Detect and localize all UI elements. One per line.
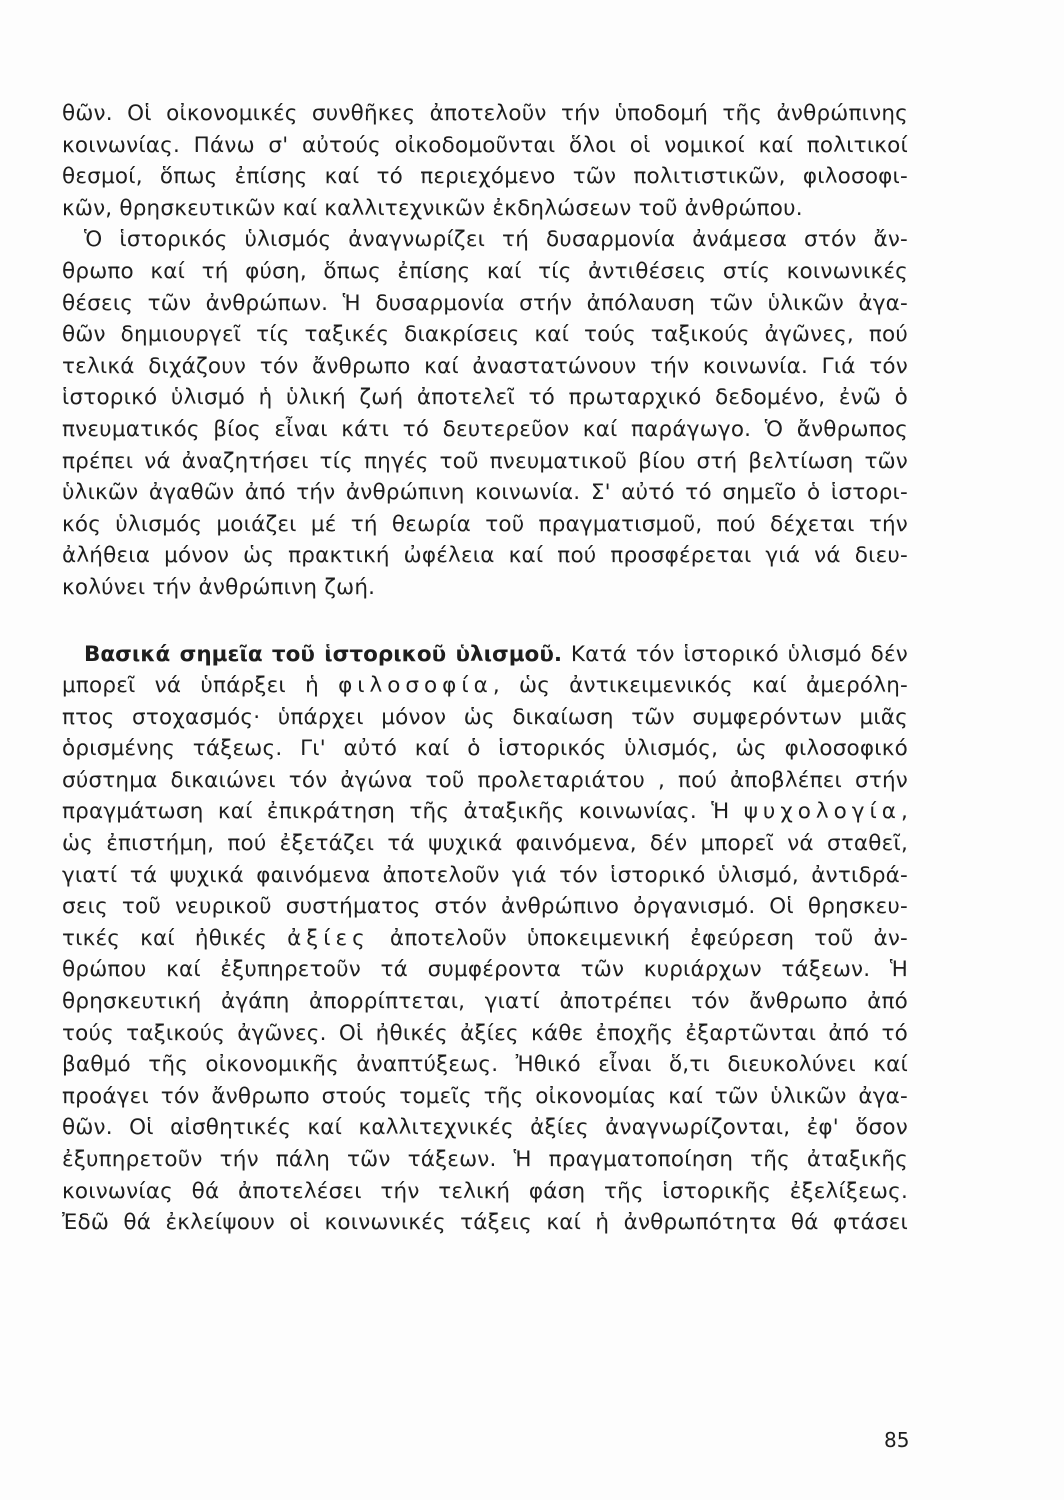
text-run: , ὡς ἀντικειμενικός καί ἀμερόλη- xyxy=(492,673,908,699)
text-line: ἀλήθεια μόνον ὡς πρακτική ὠφέλεια καί πού προσφέρεται γιά νά διευ- xyxy=(62,543,908,569)
text-line: θρησκευτική ἀγάπη ἀπορρίπτεται, γιατί ἀποτρέπει τόν ἄνθρωπο ἀπό xyxy=(62,989,908,1015)
section-first-line xyxy=(62,639,908,671)
text-column xyxy=(62,98,908,1239)
text-line: κός ὑλισμός μοιάζει μέ τή θεωρία τοῦ πραγματισμοῦ, πού δέχεται τήν xyxy=(62,511,908,537)
text-line: Ὁ ἱστορικός ὑλισμός ἀναγνωρίζει τή δυσαρμονία ἀνάμεσα στόν ἄν- xyxy=(84,227,908,253)
text-line xyxy=(62,923,908,955)
text-line: πνευματικός βίος εἶναι κάτι τό δευτερεῦον καί παράγωγο. Ὁ ἄνθρωπος xyxy=(62,416,908,442)
text-run: πραγμάτωση καί ἐπικράτηση τῆς ἀταξικῆς κοινωνίας. Ἡ xyxy=(62,799,744,825)
text-run: , xyxy=(900,799,908,825)
text-line: ἱστορικό ὑλισμό ἡ ὑλική ζωή ἀποτελεῖ τό πρωταρχικό δεδομένο, ἐνῶ ὁ xyxy=(62,385,908,411)
paragraph-2 xyxy=(62,224,908,603)
text-line: βαθμό τῆς οἰκονομικῆς ἀναπτύξεως. Ἠθικό εἶναι ὅ,τι διευκολύνει καί xyxy=(62,1052,908,1078)
text-line: θῶν. Οἱ αἰσθητικές καί καλλιτεχνικές ἀξίες ἀναγνωρίζονται, ἐφ' ὅσον xyxy=(62,1115,908,1141)
section-basic-points xyxy=(62,639,908,1239)
text-line xyxy=(62,670,908,702)
text-line: τελικά διχάζουν τόν ἄνθρωπο καί ἀναστατώνουν τήν κοινωνία. Γιά τόν xyxy=(62,353,908,379)
emphasized-term: φιλοσοφία xyxy=(338,673,493,699)
section-heading: Βασικά σημεῖα τοῦ ἱστορικοῦ ὑλισμοῦ. xyxy=(84,641,563,667)
text-line: πρέπει νά ἀναζητήσει τίς πηγές τοῦ πνευματικοῦ βίου στή βελτίωση τῶν xyxy=(62,448,908,474)
emphasized-term: ἀξίες xyxy=(287,925,370,951)
paragraph-1 xyxy=(62,98,908,224)
text-run: τικές καί ἠθικές xyxy=(62,925,288,951)
text-line: κολύνει τήν ἀνθρώπινη ζωή. xyxy=(62,574,376,600)
text-line xyxy=(62,796,908,828)
text-line: θέσεις τῶν ἀνθρώπων. Ἡ δυσαρμονία στήν ἀπόλαυση τῶν ὑλικῶν ἀγα- xyxy=(62,290,908,316)
text-line: θῶν δημιουργεῖ τίς ταξικές διακρίσεις καί τούς ταξικούς ἀγῶνες, πού xyxy=(62,322,908,348)
text-line: σεις τοῦ νευρικοῦ συστήματος στόν ἀνθρώπινο ὀργανισμό. Οἱ θρησκευ- xyxy=(62,894,908,920)
text-line: θῶν. Οἱ οἰκονομικές συνθῆκες ἀποτελοῦν τήν ὑποδομή τῆς ἀνθρώπινης xyxy=(62,101,908,126)
text-run: ἀποτελοῦν ὑποκειμενική ἐφεύρεση τοῦ ἀν- xyxy=(369,925,908,951)
text-run: μπορεῖ νά ὑπάρξει ἡ xyxy=(62,673,339,699)
section-spacer xyxy=(62,604,908,639)
text-line: ὡς ἐπιστήμη, πού ἐξετάζει τά ψυχικά φαινόμενα, δέν μπορεῖ νά σταθεῖ, xyxy=(62,831,908,857)
text-line: γιατί τά ψυχικά φαινόμενα ἀποτελοῦν γιά τόν ἱστορικό ὑλισμό, ἀντιδρά- xyxy=(62,862,908,888)
text-line: θεσμοί, ὅπως ἐπίσης καί τό περιεχόμενο τῶν πολιτιστικῶν, φιλοσοφι- xyxy=(62,164,908,190)
text-line: κῶν, θρησκευτικῶν καί καλλιτεχνικῶν ἐκδηλώσεων τοῦ ἀνθρώπου. xyxy=(62,195,803,221)
text-line: ὑλικῶν ἀγαθῶν ἀπό τήν ἀνθρώπινη κοινωνία. Σ' αὐτό τό σημεῖο ὁ ἱστορι- xyxy=(62,480,908,506)
text-run: Κατά τόν ἱστορικό ὑλισμό δέν xyxy=(562,641,909,667)
text-line: θρωπο καί τή φύση, ὅπως ἐπίσης καί τίς ἀντιθέσεις στίς κοινωνικές xyxy=(62,258,908,284)
text-line: τούς ταξικούς ἀγῶνες. Οἱ ἠθικές ἀξίες κάθε ἐποχῆς ἐξαρτῶνται ἀπό τό xyxy=(62,1020,908,1046)
text-line: θρώπου καί ἐξυπηρετοῦν τά συμφέροντα τῶν κυριάρχων τάξεων. Ἡ xyxy=(62,957,908,983)
page-number: 85 xyxy=(884,1428,910,1452)
text-line: κοινωνίας. Πάνω σ' αὐτούς οἰκοδομοῦνται ὅλοι οἱ νομικοί καί πολιτικοί xyxy=(62,132,908,158)
text-line: πτος στοχασμός· ὑπάρχει μόνον ὡς δικαίωση τῶν συμφερόντων μιᾶς xyxy=(62,704,908,730)
text-line: προάγει τόν ἄνθρωπο στούς τομεῖς τῆς οἰκονομίας καί τῶν ὑλικῶν ἀγα- xyxy=(62,1083,908,1109)
text-line: ἐξυπηρετοῦν τήν πάλη τῶν τάξεων. Ἡ πραγματοποίηση τῆς ἀταξικῆς xyxy=(62,1147,908,1172)
text-line: ὁρισμένης τάξεως. Γι' αὐτό καί ὁ ἱστορικός ὑλισμός, ὡς φιλοσοφικό xyxy=(62,736,908,762)
emphasized-term: ψυχολογία xyxy=(743,799,901,825)
text-line: σύστημα δικαιώνει τόν ἀγώνα τοῦ προλεταριάτου , πού ἀποβλέπει στήν xyxy=(62,767,908,793)
text-line: κοινωνίας θά ἀποτελέσει τήν τελική φάση τῆς ἱστορικῆς ἐξελίξεως. xyxy=(62,1178,908,1204)
text-line: Ἐδῶ θά ἐκλείψουν οἱ κοινωνικές τάξεις καί ἡ ἀνθρωπότητα θά φτάσει xyxy=(62,1210,908,1236)
